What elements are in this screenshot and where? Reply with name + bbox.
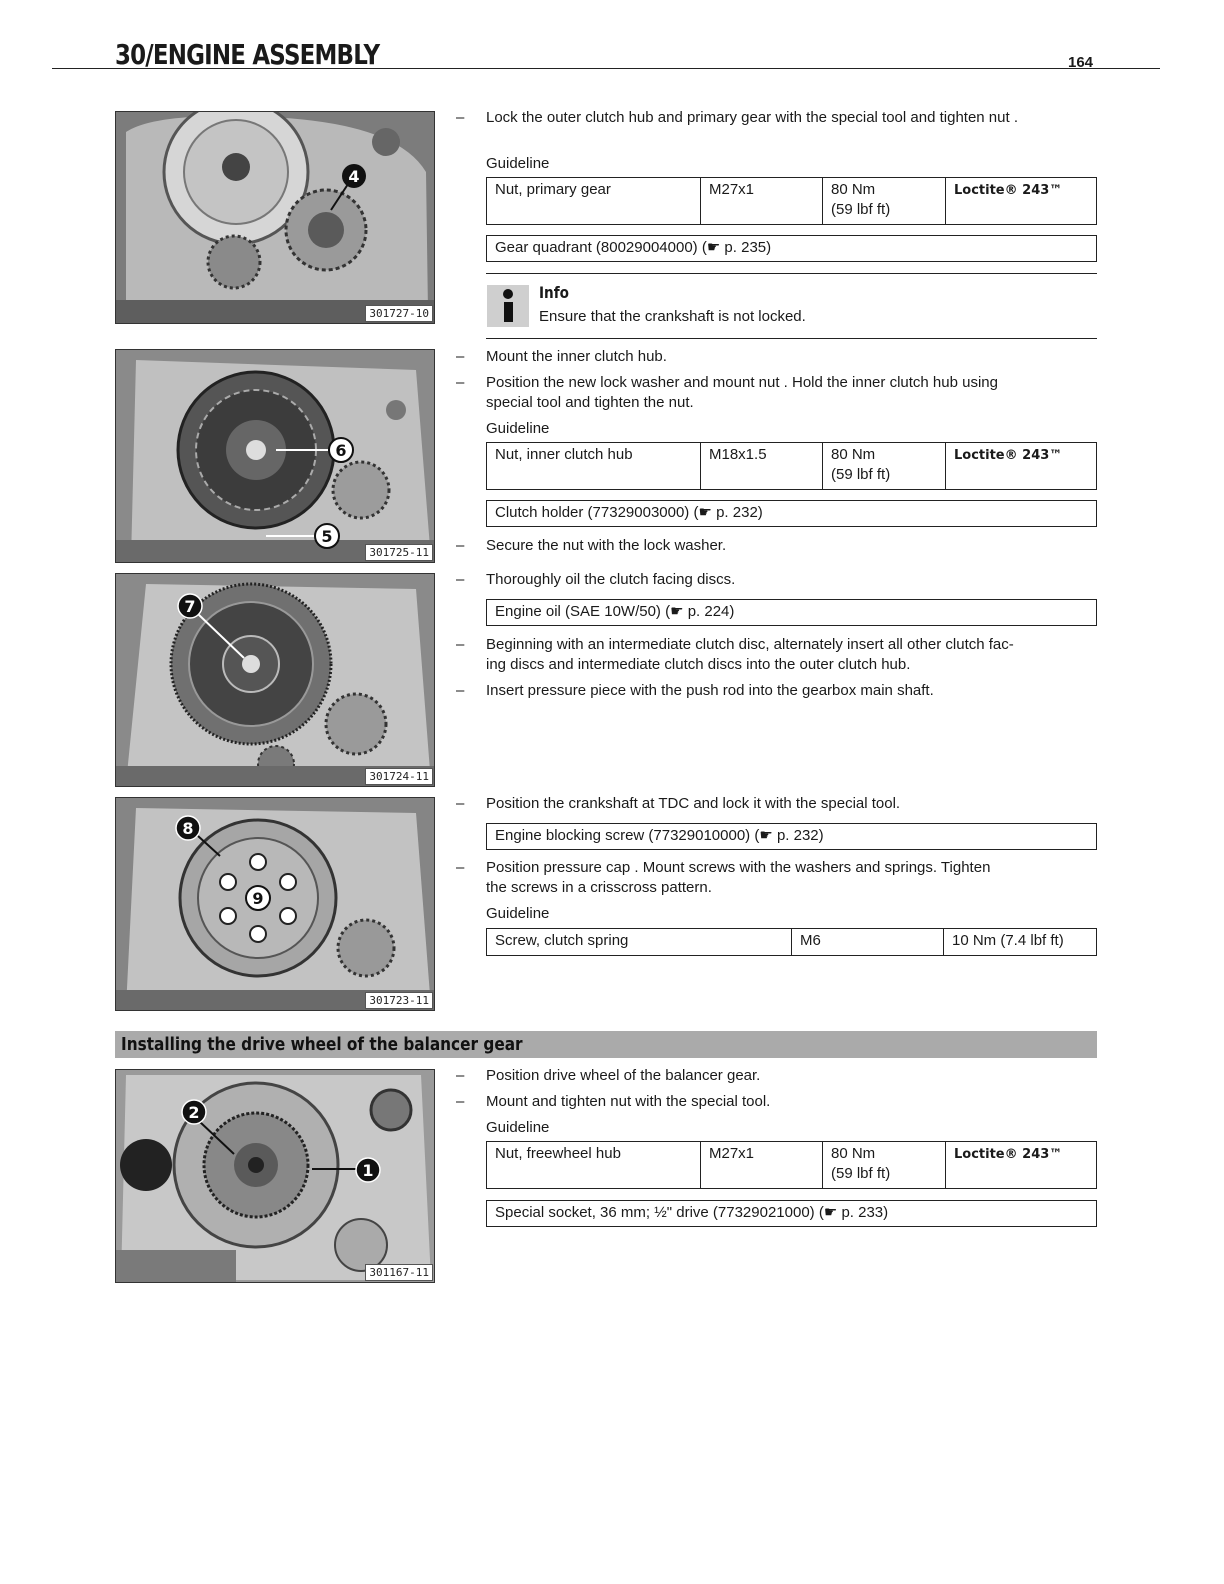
step-insert-pressure-piece	[456, 681, 1096, 701]
spec-thread: M27x1	[701, 1142, 823, 1189]
info-text: Ensure that the crankshaft is not locked.	[539, 308, 806, 325]
guideline-label: Guideline	[486, 1119, 550, 1136]
spec-table-inner-hub	[486, 442, 1097, 490]
loctite-label: Loctite® 243™	[954, 183, 1063, 198]
callout-5: 5	[321, 527, 333, 546]
spec-table-freewheel-hub	[486, 1141, 1097, 1189]
step-text: Thoroughly oil the clutch facing discs.	[486, 571, 736, 588]
step-dash: –	[456, 636, 465, 653]
spec-thread: M27x1	[701, 178, 823, 225]
step-position-crankshaft	[456, 794, 1096, 814]
engine-photo-illustration	[116, 798, 434, 1010]
step-text-line1: Position pressure cap . Mount screws with the washers and springs. Tighten	[486, 859, 991, 876]
step-text-line1: Beginning with an intermediate clutch disc, alternately insert all other clutch fac-	[486, 636, 1014, 653]
spec-table-primary-gear	[486, 177, 1097, 225]
step-text: Mount and tighten nut with the special tool.	[486, 1093, 771, 1110]
step-text: Mount the inner clutch hub.	[486, 348, 667, 365]
step-dash: –	[456, 109, 465, 126]
tool-engine-oil: Engine oil (SAE 10W/50) (☛ p. 224)	[486, 599, 1097, 626]
info-icon	[487, 285, 529, 327]
guideline-label: Guideline	[486, 420, 550, 437]
photo-code: 301723-11	[365, 992, 433, 1009]
photo-pressure-cap	[115, 797, 435, 1011]
spec-part: Nut, inner clutch hub	[487, 443, 701, 490]
step-text: Secure the nut with the lock washer.	[486, 537, 727, 554]
photo-balancer-drive-wheel	[115, 1069, 435, 1283]
tool-special-socket: Special socket, 36 mm; ½" drive (77329021000) (☛ p. 233)	[486, 1200, 1097, 1227]
photo-code: 301725-11	[365, 544, 433, 561]
step-text-line1: Position the new lock washer and mount nut . Hold the inner clutch hub using	[486, 374, 998, 391]
spec-table-clutch-spring	[486, 928, 1097, 956]
loctite-label: Loctite® 243™	[954, 1147, 1063, 1162]
info-rule-bottom	[486, 338, 1097, 339]
callout-2: 2	[188, 1103, 200, 1122]
step-dash: –	[456, 348, 465, 365]
spec-thread: M18x1.5	[701, 443, 823, 490]
step-text: Position the crankshaft at TDC and lock it with the special tool.	[486, 795, 901, 812]
step-text: Lock the outer clutch hub and primary gear with the special tool and tighten nut .	[486, 109, 1018, 126]
photo-code: 301727-10	[365, 305, 433, 322]
step-dash: –	[456, 682, 465, 699]
step-dash: –	[456, 1067, 465, 1084]
spec-torque-nm: 80 Nm	[831, 1145, 876, 1162]
guideline-label: Guideline	[486, 155, 550, 172]
step-text: Position drive wheel of the balancer gear.	[486, 1067, 761, 1084]
callout-8: 8	[182, 819, 194, 838]
photo-code: 301724-11	[365, 768, 433, 785]
step-dash: –	[456, 795, 465, 812]
step-text	[486, 635, 1096, 675]
spec-torque: 10 Nm (7.4 lbf ft)	[944, 929, 1097, 956]
photo-primary-gear	[115, 111, 435, 324]
spec-threadlocker	[946, 443, 1097, 490]
step-dash: –	[456, 1093, 465, 1110]
spec-torque-lbf: (59 lbf ft)	[831, 1165, 891, 1182]
info-i-glyph	[487, 285, 529, 327]
step-dash: –	[456, 859, 465, 876]
step-text	[486, 373, 1096, 413]
engine-photo-illustration	[116, 1070, 434, 1282]
section-header-bar	[115, 1031, 1097, 1058]
spec-torque-nm: 80 Nm	[831, 446, 876, 463]
spec-torque	[823, 443, 946, 490]
step-dash: –	[456, 537, 465, 554]
spec-torque-nm: 80 Nm	[831, 181, 876, 198]
spec-threadlocker	[946, 1142, 1097, 1189]
spec-part: Nut, freewheel hub	[487, 1142, 701, 1189]
step-insert-discs	[456, 635, 1096, 675]
step-position-pressure-cap	[456, 858, 1096, 898]
callout-7: 7	[184, 597, 196, 616]
step-text	[486, 858, 1096, 898]
step-lock-outer-hub	[456, 108, 1096, 148]
photo-inner-clutch-hub	[115, 349, 435, 563]
tool-clutch-holder: Clutch holder (77329003000) (☛ p. 232)	[486, 500, 1097, 527]
step-text-line2: the screws in a crisscross pattern.	[486, 879, 712, 896]
step-dash: –	[456, 571, 465, 588]
info-rule-top	[486, 273, 1097, 274]
callout-6: 6	[335, 441, 347, 460]
spec-torque	[823, 1142, 946, 1189]
tool-gear-quadrant: Gear quadrant (80029004000) (☛ p. 235)	[486, 235, 1097, 262]
spec-torque-lbf: (59 lbf ft)	[831, 201, 891, 218]
spec-thread: M6	[792, 929, 944, 956]
info-title: Info	[539, 283, 570, 302]
loctite-label: Loctite® 243™	[954, 448, 1063, 463]
guideline-label: Guideline	[486, 905, 550, 922]
step-dash: –	[456, 374, 465, 391]
spec-part: Screw, clutch spring	[487, 929, 792, 956]
engine-photo-illustration	[116, 574, 434, 786]
step-position-drive-wheel	[456, 1066, 1096, 1086]
step-oil-discs	[456, 570, 1096, 590]
spec-torque-lbf: (59 lbf ft)	[831, 466, 891, 483]
spec-torque	[823, 178, 946, 225]
step-mount-inner-hub	[456, 347, 1096, 367]
photo-code: 301167-11	[365, 1264, 433, 1281]
step-text-line2: special tool and tighten the nut.	[486, 394, 694, 411]
step-mount-nut	[456, 1092, 1096, 1112]
section-title: Installing the drive wheel of the balancer gear	[121, 1034, 523, 1055]
page-number: 164	[1068, 54, 1094, 71]
page-header-title: 30/ENGINE ASSEMBLY	[115, 38, 380, 71]
engine-photo-illustration	[116, 112, 434, 323]
callout-9: 9	[252, 889, 264, 908]
callout-4: 4	[348, 167, 360, 186]
engine-photo-illustration	[116, 350, 434, 562]
step-secure-nut	[456, 536, 1096, 556]
tool-engine-blocking-screw: Engine blocking screw (77329010000) (☛ p. 232)	[486, 823, 1097, 850]
step-text: Insert pressure piece with the push rod into the gearbox main shaft.	[486, 682, 934, 699]
step-position-lock-washer	[456, 373, 1096, 413]
photo-clutch-discs	[115, 573, 435, 787]
header-rule	[52, 68, 1160, 69]
spec-part: Nut, primary gear	[487, 178, 701, 225]
step-text-line2: ing discs and intermediate clutch discs into the outer clutch hub.	[486, 656, 911, 673]
spec-threadlocker	[946, 178, 1097, 225]
callout-1: 1	[362, 1161, 374, 1180]
